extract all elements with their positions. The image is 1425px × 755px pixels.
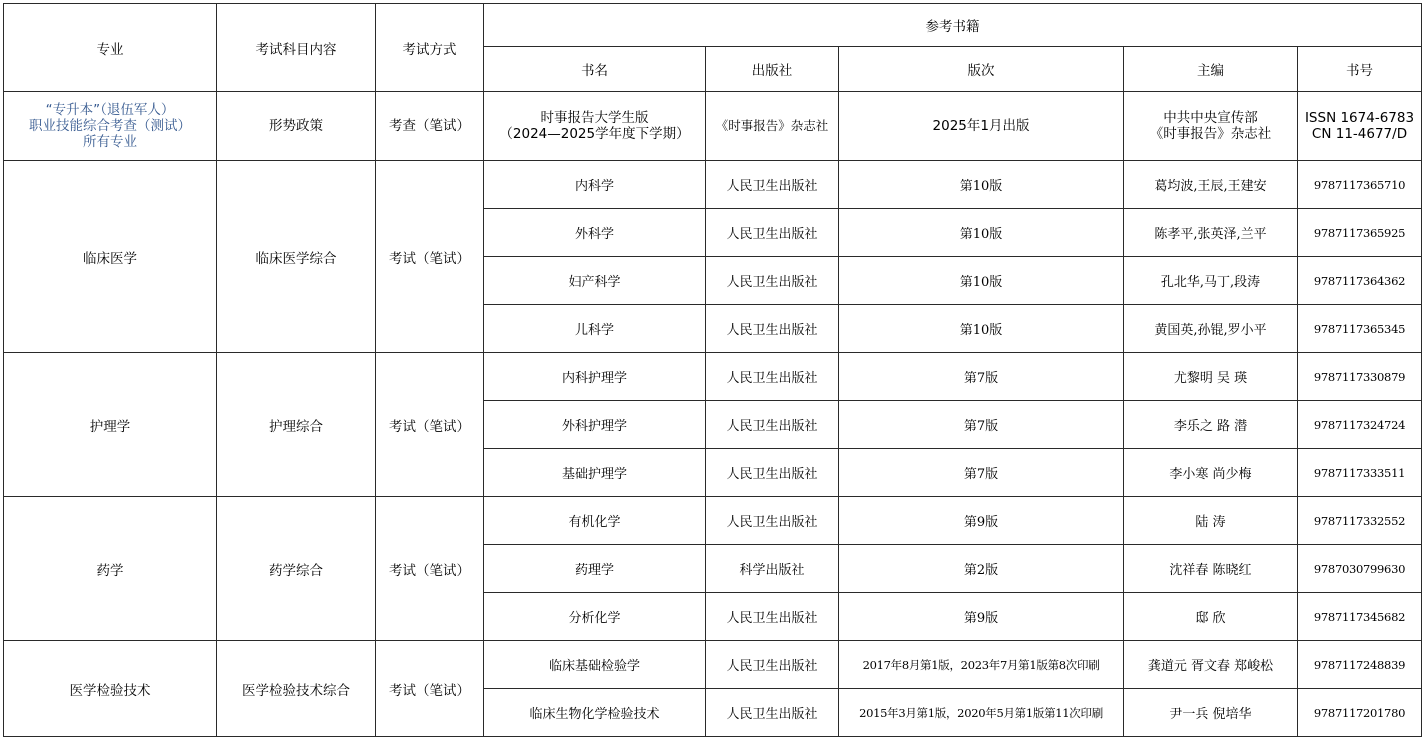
book-title-cell: 内科护理学 — [484, 353, 706, 401]
header-book-title: 书名 — [484, 47, 706, 92]
book-title-cell — [484, 92, 706, 161]
edition-cell: 2025年1月出版 — [839, 92, 1124, 161]
edition-cell: 第10版 — [839, 161, 1124, 209]
major-cell: 医学检验技术 — [4, 641, 217, 737]
book-title-line: 时事报告大学生版 — [540, 110, 649, 126]
editor-cell: 陆 涛 — [1124, 497, 1298, 545]
publisher-cell: 人民卫生出版社 — [706, 449, 839, 497]
isbn-cell: 9787117333511 — [1298, 449, 1422, 497]
table-row — [4, 92, 1422, 161]
edition-cell: 2015年3月第1版，2020年5月第1版第11次印刷 — [839, 689, 1124, 737]
isbn-cell — [1298, 92, 1422, 161]
publisher-cell: 人民卫生出版社 — [706, 161, 839, 209]
header-subject: 考试科目内容 — [217, 4, 376, 92]
editor-cell: 李小寒 尚少梅 — [1124, 449, 1298, 497]
editor-cell: 邸 欣 — [1124, 593, 1298, 641]
header-publisher: 出版社 — [706, 47, 839, 92]
header-reference-books: 参考书籍 — [484, 4, 1422, 47]
publisher-cell: 人民卫生出版社 — [706, 305, 839, 353]
book-title-cell: 药理学 — [484, 545, 706, 593]
method-cell: 考试（笔试） — [376, 497, 484, 641]
method-cell: 考查（笔试） — [376, 92, 484, 161]
edition-cell: 2017年8月第1版，2023年7月第1版第8次印刷 — [839, 641, 1124, 689]
subject-cell: 护理综合 — [217, 353, 376, 497]
table-row — [4, 641, 1422, 689]
method-cell: 考试（笔试） — [376, 161, 484, 353]
edition-cell: 第10版 — [839, 257, 1124, 305]
publisher-cell: 人民卫生出版社 — [706, 593, 839, 641]
subject-cell: 形势政策 — [217, 92, 376, 161]
book-title-cell: 妇产科学 — [484, 257, 706, 305]
isbn-line: ISSN 1674-6783 — [1304, 110, 1415, 126]
method-cell: 考试（笔试） — [376, 641, 484, 737]
edition-cell: 第7版 — [839, 353, 1124, 401]
publisher-cell: 《时事报告》杂志社 — [706, 92, 839, 161]
table-row — [4, 353, 1422, 401]
isbn-cell: 9787117332552 — [1298, 497, 1422, 545]
book-title-cell: 分析化学 — [484, 593, 706, 641]
edition-cell: 第2版 — [839, 545, 1124, 593]
isbn-cell: 9787117365345 — [1298, 305, 1422, 353]
book-title-line: （2024—2025学年度下学期） — [499, 126, 690, 142]
publisher-cell: 人民卫生出版社 — [706, 689, 839, 737]
editor-line: 中共中央宣传部 — [1163, 110, 1258, 126]
book-title-cell: 外科护理学 — [484, 401, 706, 449]
edition-cell: 第10版 — [839, 209, 1124, 257]
publisher-cell: 人民卫生出版社 — [706, 497, 839, 545]
editor-line: 《时事报告》杂志社 — [1149, 126, 1272, 142]
publisher-cell: 人民卫生出版社 — [706, 641, 839, 689]
book-title-cell: 临床生物化学检验技术 — [484, 689, 706, 737]
isbn-cell: 9787117365925 — [1298, 209, 1422, 257]
header-isbn: 书号 — [1298, 47, 1422, 92]
isbn-cell: 9787117330879 — [1298, 353, 1422, 401]
isbn-cell: 9787117248839 — [1298, 641, 1422, 689]
editor-cell: 龚道元 胥文春 郑峻松 — [1124, 641, 1298, 689]
isbn-cell: 9787117324724 — [1298, 401, 1422, 449]
major-cell: 药学 — [4, 497, 217, 641]
isbn-cell: 9787117345682 — [1298, 593, 1422, 641]
header-edition: 版次 — [839, 47, 1124, 92]
edition-cell: 第7版 — [839, 401, 1124, 449]
subject-cell: 临床医学综合 — [217, 161, 376, 353]
method-cell: 考试（笔试） — [376, 353, 484, 497]
major-line: “专升本”（退伍军人） — [45, 102, 175, 118]
major-cell: 护理学 — [4, 353, 217, 497]
edition-cell: 第9版 — [839, 593, 1124, 641]
header-editor: 主编 — [1124, 47, 1298, 92]
book-title-cell: 儿科学 — [484, 305, 706, 353]
isbn-cell: 9787117201780 — [1298, 689, 1422, 737]
publisher-cell: 人民卫生出版社 — [706, 209, 839, 257]
table-row — [4, 497, 1422, 545]
major-cell — [4, 92, 217, 161]
book-title-cell: 有机化学 — [484, 497, 706, 545]
subject-cell: 药学综合 — [217, 497, 376, 641]
edition-cell: 第9版 — [839, 497, 1124, 545]
major-line: 职业技能综合考查（测试） — [29, 118, 191, 134]
book-title-cell: 临床基础检验学 — [484, 641, 706, 689]
reference-books-table — [3, 3, 1422, 737]
book-title-cell: 内科学 — [484, 161, 706, 209]
isbn-cell: 9787117365710 — [1298, 161, 1422, 209]
edition-cell: 第7版 — [839, 449, 1124, 497]
editor-cell: 尹一兵 倪培华 — [1124, 689, 1298, 737]
isbn-cell: 9787030799630 — [1298, 545, 1422, 593]
editor-cell: 沈祥春 陈晓红 — [1124, 545, 1298, 593]
publisher-cell: 人民卫生出版社 — [706, 353, 839, 401]
subject-cell: 医学检验技术综合 — [217, 641, 376, 737]
editor-cell: 陈孝平,张英泽,兰平 — [1124, 209, 1298, 257]
editor-cell: 李乐之 路 潜 — [1124, 401, 1298, 449]
isbn-line: CN 11-4677/D — [1311, 126, 1408, 142]
editor-cell: 黄国英,孙锟,罗小平 — [1124, 305, 1298, 353]
header-major: 专业 — [4, 4, 217, 92]
isbn-cell: 9787117364362 — [1298, 257, 1422, 305]
editor-cell — [1124, 92, 1298, 161]
header-method: 考试方式 — [376, 4, 484, 92]
book-title-cell: 基础护理学 — [484, 449, 706, 497]
editor-cell: 孔北华,马丁,段涛 — [1124, 257, 1298, 305]
publisher-cell: 人民卫生出版社 — [706, 401, 839, 449]
edition-cell: 第10版 — [839, 305, 1124, 353]
publisher-cell: 科学出版社 — [706, 545, 839, 593]
major-line: 所有专业 — [83, 134, 137, 150]
table-row — [4, 161, 1422, 209]
publisher-cell: 人民卫生出版社 — [706, 257, 839, 305]
editor-cell: 尤黎明 吴 瑛 — [1124, 353, 1298, 401]
book-title-cell: 外科学 — [484, 209, 706, 257]
major-cell: 临床医学 — [4, 161, 217, 353]
editor-cell: 葛均波,王辰,王建安 — [1124, 161, 1298, 209]
